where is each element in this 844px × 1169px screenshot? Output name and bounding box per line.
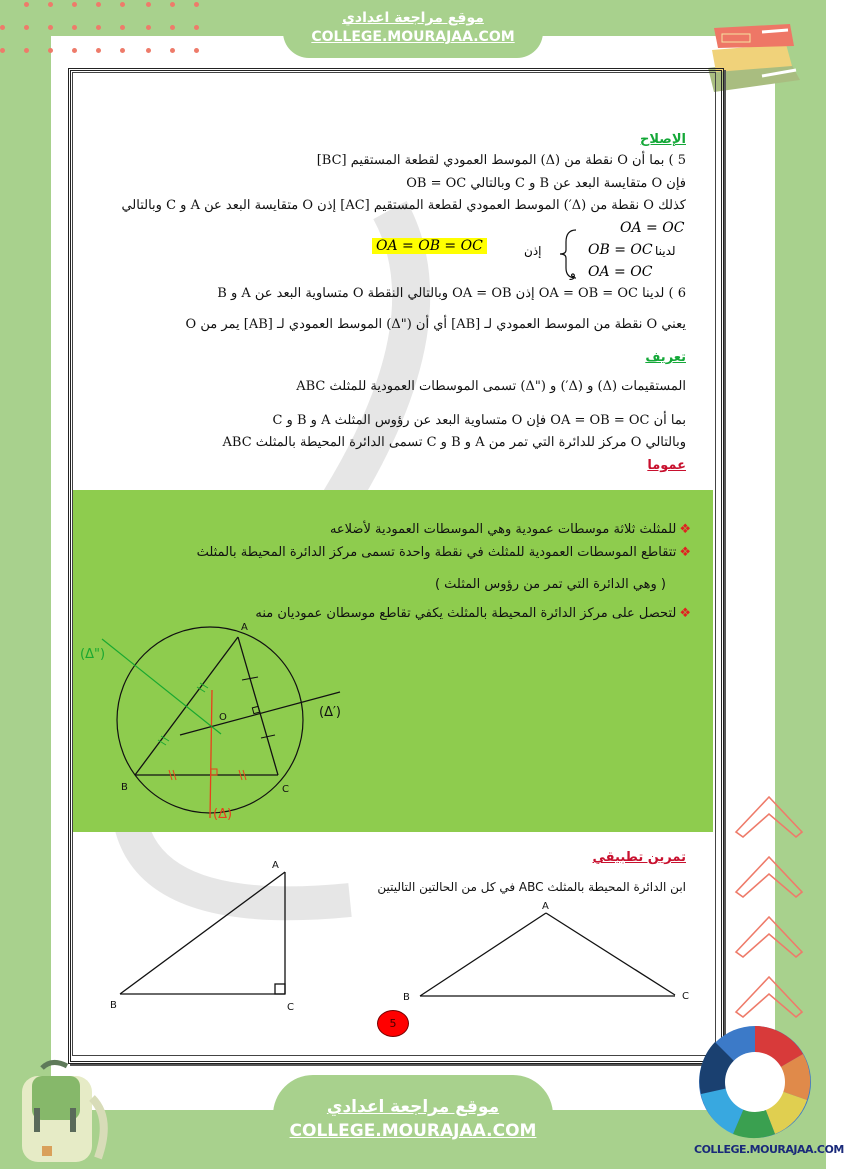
backpack-icon bbox=[12, 1058, 112, 1166]
label-delta-second: (Δ") bbox=[80, 647, 106, 662]
vertex-label-c: C bbox=[287, 1002, 294, 1013]
footer-logo-text[interactable]: COLLEGE.MOURAJAA.COM bbox=[694, 1143, 844, 1156]
curly-brace-icon bbox=[558, 228, 578, 280]
system-eq-2: OB = OC bbox=[588, 242, 653, 258]
summary-bullet-3: ❖لتحصل على مركز الدائرة المحيطة بالمثلث يكفي تقاطع موسطان عموديان منه bbox=[255, 606, 691, 621]
correction-title: الإصلاح bbox=[640, 132, 686, 147]
correction-line-3: كذلك O نقطة من (Δ′) الموسط العمودي لقطعة المستقيم [AC] إذن O متقايسة البعد عن A و C وبالتالي bbox=[121, 198, 686, 213]
page-number-badge: 5 bbox=[377, 1010, 409, 1037]
correction-line-6: 6 ) لدينا OA = OB = OC إذن OA = OB وبالتالي النقطة O متساوية البعد عن A و B bbox=[217, 286, 686, 301]
vertex-label-a: A bbox=[272, 860, 279, 871]
definition-line-2: بما أن OA = OB = OC فإن O متساوية البعد عن رؤوس المثلث A و B و C bbox=[272, 413, 686, 428]
system-eq-1: OA = OC bbox=[620, 220, 685, 236]
vertex-label-b: B bbox=[110, 1000, 117, 1011]
header-site-name: موقع مراجعة اعدادي bbox=[342, 10, 484, 26]
vertex-label-c: C bbox=[282, 784, 289, 795]
center-label-o: O bbox=[219, 712, 227, 723]
system-and: و bbox=[570, 266, 576, 280]
bullet-icon: ❖ bbox=[679, 606, 691, 621]
exercise-figure-right-triangle bbox=[100, 850, 300, 1020]
vertex-label-a: A bbox=[241, 622, 248, 633]
left-green-band bbox=[0, 0, 51, 1169]
definition-title: تعريف bbox=[645, 350, 686, 365]
perpendicular-bisector-delta-prime bbox=[180, 692, 340, 735]
summary-note: ( وهي الدائرة التي تمر من رؤوس المثلث ) bbox=[434, 577, 666, 592]
summary-bullet-2: ❖تتقاطع الموسطات العمودية للمثلث في نقطة واحدة تسمى مركز الدائرة المحيطة بالمثلث bbox=[196, 545, 691, 560]
exercise-figure-obtuse-triangle bbox=[400, 895, 700, 1010]
correction-line-7: يعني O نقطة من الموسط العمودي لـ [AB] أي أن ("Δ) الموسط العمودي لـ [AB] يمر من O bbox=[185, 317, 686, 332]
system-eq-3: OA = OC bbox=[588, 264, 653, 280]
highlighted-result: OA = OB = OC bbox=[372, 238, 487, 254]
bullet-icon: ❖ bbox=[679, 522, 691, 537]
general-title: عموما bbox=[647, 458, 686, 473]
system-then: إذن bbox=[524, 244, 542, 258]
triangle-abc bbox=[135, 637, 278, 775]
vertex-label-c: C bbox=[682, 991, 689, 1002]
label-delta-prime: (Δ′) bbox=[319, 705, 341, 720]
exercise-instruction: ابن الدائرة المحيطة بالمثلث ABC في كل من الحالتين التاليتين bbox=[377, 880, 686, 894]
circumcircle-figure bbox=[75, 610, 395, 830]
vertex-label-b: B bbox=[403, 992, 410, 1003]
exercise-title: تمرين تطبيقي bbox=[592, 850, 686, 865]
bullet-icon: ❖ bbox=[679, 545, 691, 560]
right-angle-mark bbox=[211, 769, 217, 775]
footer-banner[interactable] bbox=[273, 1075, 553, 1169]
correction-line-1: 5 ) بما أن O نقطة من (Δ) الموسط العمودي لقطعة المستقيم [BC] bbox=[316, 153, 686, 168]
vertex-label-a: A bbox=[542, 901, 549, 912]
footer-site-url[interactable]: COLLEGE.MOURAJAA.COM bbox=[289, 1121, 537, 1141]
perpendicular-bisector-delta bbox=[210, 690, 212, 818]
footer-site-name: موقع مراجعة اعدادي bbox=[326, 1097, 500, 1117]
definition-line-1: المستقيمات (Δ) و (Δ′) و ("Δ) تسمى الموسطات العمودية للمثلث ABC bbox=[296, 379, 686, 394]
tick-marks bbox=[158, 683, 208, 745]
system-label-lhs: لدينا bbox=[655, 244, 676, 258]
header-banner[interactable] bbox=[283, 0, 543, 58]
vertex-label-b: B bbox=[121, 782, 128, 793]
summary-bullet-1: ❖للمثلث ثلاثة موسطات عمودية وهي الموسطات العمودية لأضلاعه bbox=[329, 522, 691, 537]
definition-line-3: وبالتالي O مركز للدائرة التي تمر من A و B و C تسمى الدائرة المحيطة بالمثلث ABC bbox=[222, 435, 686, 450]
header-site-url[interactable]: COLLEGE.MOURAJAA.COM bbox=[311, 29, 515, 45]
perpendicular-bisector-delta-second bbox=[102, 639, 221, 734]
correction-line-2: فإن O متقايسة البعد عن B و C وبالتالي OB = OC bbox=[406, 176, 686, 191]
label-delta: (Δ) bbox=[213, 807, 233, 822]
site-logo-wheel bbox=[695, 1022, 815, 1142]
chevron-up-icon bbox=[734, 792, 804, 1032]
